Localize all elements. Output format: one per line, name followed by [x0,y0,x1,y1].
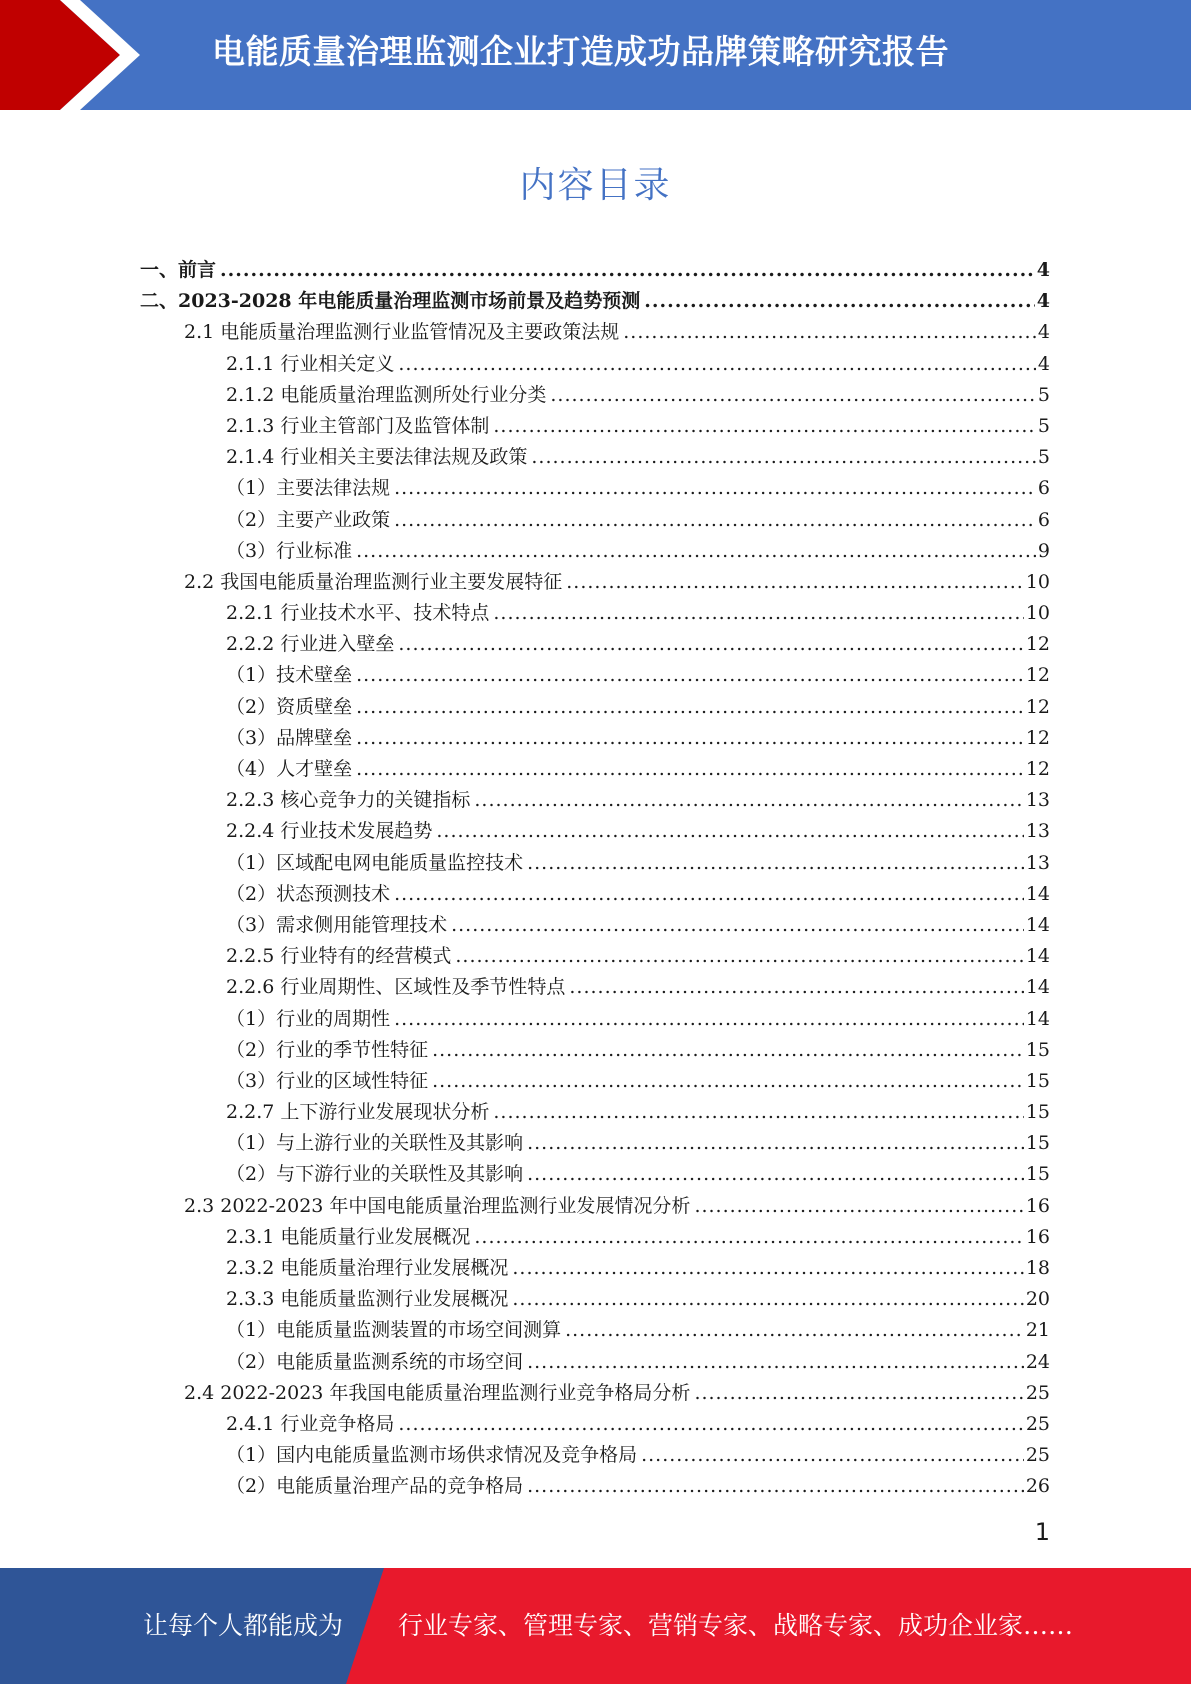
toc-entry[interactable] [140,1222,1050,1253]
toc-entry[interactable] [140,567,1050,598]
toc-entry[interactable] [140,629,1050,660]
footer-slogan-left: 让每个人都能成为 [143,1611,344,1640]
toc-entry[interactable] [140,754,1050,785]
toc-dot-leader [398,349,1036,380]
toc-entry-text: 二、2023-2028 年电能质量治理监测市场前景及趋势预测 [140,290,641,313]
toc-entry[interactable] [140,1378,1050,1409]
toc-entry-page: 4 [1036,290,1050,313]
toc-dot-leader [356,723,1024,754]
toc-entry-text: 2.2.3 核心竞争力的关键指标 [226,789,471,812]
toc-entry-text: （1）区域配电网电能质量监控技术 [226,851,524,874]
toc-dot-leader [527,1347,1024,1378]
toc-entry-text: （3）行业的区域性特征 [226,1069,429,1092]
report-title: 电能质量治理监测企业打造成功品牌策略研究报告 [212,32,949,71]
toc-entry-page: 6 [1037,477,1050,500]
toc-entry-text: 2.1.1 行业相关定义 [226,352,395,375]
toc-dot-leader [432,1066,1024,1097]
toc-entry-text: 2.1.3 行业主管部门及监管体制 [226,414,490,437]
toc-entry-text: 一、前言 [140,259,217,281]
toc-entry-page: 14 [1025,945,1050,968]
toc-entry-page: 15 [1025,1132,1050,1155]
header-chevron-decor [0,0,160,110]
toc-entry[interactable] [140,1004,1050,1035]
toc-entry-text: 2.3.3 电能质量监测行业发展概况 [226,1288,509,1311]
toc-dot-leader [356,692,1024,723]
toc-entry-text: （2）主要产业政策 [226,508,391,531]
toc-entry-page: 5 [1037,414,1050,437]
footer-slogan-right: 行业专家、管理专家、营销专家、战略专家、成功企业家…… [398,1611,1074,1640]
toc-entry-text: 2.4.1 行业竞争格局 [226,1412,395,1435]
toc-dot-leader [356,754,1024,785]
toc-dot-leader [436,816,1023,847]
toc-dot-leader [394,505,1036,536]
toc-entry[interactable] [140,1097,1050,1128]
toc-entry-page: 12 [1025,633,1050,656]
toc-entry-page: 13 [1025,820,1050,843]
header-banner [0,0,1191,110]
toc-dot-leader [451,910,1024,941]
toc-entry-page: 24 [1025,1350,1050,1373]
toc-dot-leader [493,411,1036,442]
toc-entry-text: 2.3 2022-2023 年中国电能质量治理监测行业发展情况分析 [184,1194,691,1217]
toc-entry-text: 2.1.2 电能质量治理监测所处行业分类 [226,383,547,406]
toc-entry-page: 25 [1025,1444,1050,1467]
toc-dot-leader [694,1378,1023,1409]
toc-entry-page: 20 [1025,1288,1050,1311]
toc-entry-page: 6 [1037,508,1050,531]
toc-entry[interactable] [140,473,1050,504]
toc-entry[interactable] [140,660,1050,691]
toc-dot-leader [527,1128,1024,1159]
toc-entry-page: 25 [1025,1412,1050,1435]
toc-entry-text: （2）资质壁垒 [226,695,353,718]
toc-entry-page: 5 [1037,383,1050,406]
toc-entry-text: （1）电能质量监测装置的市场空间测算 [226,1319,562,1342]
toc-entry-page: 12 [1025,664,1050,687]
toc-entry[interactable] [140,1284,1050,1315]
toc-entry[interactable] [140,1066,1050,1097]
toc-dot-leader [550,380,1036,411]
toc-entry[interactable] [140,536,1050,567]
toc-dot-leader [356,536,1036,567]
toc-dot-leader [641,1440,1024,1471]
toc-dot-leader [455,941,1023,972]
toc-entry-page: 21 [1025,1319,1050,1342]
toc-entry-text: （1）技术壁垒 [226,664,353,687]
toc-dot-leader [474,785,1023,816]
toc-dot-leader [527,1471,1024,1502]
toc-dot-leader [398,629,1023,660]
toc-entry-page: 25 [1025,1381,1050,1404]
toc-entry[interactable] [140,692,1050,723]
toc-dot-leader [566,567,1024,598]
toc-entry-text: （1）行业的周期性 [226,1007,391,1030]
toc-entry[interactable] [140,505,1050,536]
toc-dot-leader [512,1253,1023,1284]
toc-entry[interactable] [140,255,1050,286]
red-arrow-shape [0,0,120,110]
toc-entry-page: 14 [1025,882,1050,905]
toc-entry[interactable] [140,1253,1050,1284]
toc-entry[interactable] [140,598,1050,629]
toc-entry[interactable] [140,941,1050,972]
toc-entry-text: 2.1 电能质量治理监测行业监管情况及主要政策法规 [184,321,620,344]
toc-entry-text: 2.3.2 电能质量治理行业发展概况 [226,1257,509,1279]
toc-entry[interactable] [140,848,1050,879]
toc-entry-page: 26 [1025,1475,1050,1498]
toc-entry-page: 14 [1025,913,1050,936]
toc-dot-leader [512,1284,1023,1315]
toc-entry-page: 15 [1025,1038,1050,1061]
toc-entry-page: 4 [1036,259,1050,281]
toc-dot-leader [432,1035,1024,1066]
toc-entry[interactable] [140,317,1050,348]
toc-entry-page: 4 [1037,321,1050,344]
toc-entry-page: 12 [1025,726,1050,749]
toc-entry-text: （2）状态预测技术 [226,882,391,905]
toc-dot-leader [565,1315,1024,1346]
toc-entry-page: 12 [1025,695,1050,718]
footer-banner [0,1568,1191,1684]
toc-entry-page: 10 [1025,570,1050,593]
toc-entry[interactable] [140,1440,1050,1471]
table-of-contents [140,255,1050,1503]
toc-entry[interactable] [140,1035,1050,1066]
toc-entry-page: 5 [1037,446,1050,469]
toc-entry[interactable] [140,380,1050,411]
toc-dot-leader [220,255,1035,286]
toc-dot-leader [356,660,1024,691]
toc-entry-text: 2.2.7 上下游行业发展现状分析 [226,1101,490,1124]
toc-dot-leader [694,1191,1023,1222]
toc-dot-leader [474,1222,1023,1253]
toc-heading: 内容目录 [519,165,672,206]
toc-entry[interactable] [140,286,1050,317]
toc-entry-text: 2.2.1 行业技术水平、技术特点 [226,602,490,625]
toc-dot-leader [394,879,1024,910]
toc-entry[interactable] [140,879,1050,910]
toc-entry-text: 2.2.4 行业技术发展趋势 [226,820,433,843]
toc-dot-leader [527,848,1024,879]
toc-entry[interactable] [140,816,1050,847]
toc-entry-text: 2.2.2 行业进入壁垒 [226,633,395,656]
toc-dot-leader [527,1159,1024,1190]
page-number: 1 [1034,1518,1050,1546]
toc-entry-page: 16 [1025,1194,1050,1217]
toc-entry-text: （1）主要法律法规 [226,477,391,500]
toc-entry[interactable] [140,910,1050,941]
toc-entry[interactable] [140,785,1050,816]
toc-entry[interactable] [140,972,1050,1003]
toc-dot-leader [531,442,1036,473]
toc-dot-leader [398,1409,1023,1440]
toc-entry-text: （1）国内电能质量监测市场供求情况及竞争格局 [226,1444,638,1467]
toc-dot-leader [569,972,1023,1003]
toc-dot-leader [493,598,1023,629]
toc-entry[interactable] [140,1191,1050,1222]
toc-entry-page: 4 [1037,352,1050,375]
toc-entry-text: （3）行业标准 [226,539,353,562]
toc-entry[interactable] [140,1347,1050,1378]
toc-entry-page: 15 [1025,1069,1050,1092]
toc-entry[interactable] [140,1409,1050,1440]
toc-entry-text: （4）人才壁垒 [226,758,353,780]
toc-entry-text: 2.3.1 电能质量行业发展概况 [226,1225,471,1248]
toc-dot-leader [394,1004,1024,1035]
toc-entry-page: 12 [1025,758,1050,780]
toc-entry[interactable] [140,1128,1050,1159]
toc-entry-text: 2.2 我国电能质量治理监测行业主要发展特征 [184,570,563,593]
toc-entry-page: 10 [1025,602,1050,625]
toc-entry-page: 13 [1025,851,1050,874]
toc-entry-text: （2）电能质量治理产品的竞争格局 [226,1475,524,1498]
toc-entry-text: （2）电能质量监测系统的市场空间 [226,1350,524,1373]
toc-entry[interactable] [140,442,1050,473]
toc-entry-text: 2.2.5 行业特有的经营模式 [226,945,452,968]
toc-entry-text: （1）与上游行业的关联性及其影响 [226,1132,524,1155]
toc-entry-page: 14 [1025,976,1050,999]
toc-entry-text: （3）品牌壁垒 [226,726,353,749]
toc-entry-text: （2）与下游行业的关联性及其影响 [226,1163,524,1186]
toc-entry-text: 2.2.6 行业周期性、区域性及季节性特点 [226,976,566,999]
toc-entry[interactable] [140,1159,1050,1190]
toc-entry-page: 14 [1025,1007,1050,1030]
toc-entry-page: 15 [1025,1101,1050,1124]
toc-entry[interactable] [140,411,1050,442]
toc-entry-page: 18 [1025,1257,1050,1279]
toc-entry[interactable] [140,723,1050,754]
toc-dot-leader [623,317,1036,348]
toc-entry[interactable] [140,1471,1050,1502]
toc-entry-page: 15 [1025,1163,1050,1186]
toc-dot-leader [644,286,1035,317]
toc-entry-text: （3）需求侧用能管理技术 [226,913,448,936]
toc-entry[interactable] [140,1315,1050,1346]
toc-entry-text: 2.4 2022-2023 年我国电能质量治理监测行业竞争格局分析 [184,1381,691,1404]
toc-entry-page: 13 [1025,789,1050,812]
toc-entry[interactable] [140,349,1050,380]
toc-entry-page: 16 [1025,1225,1050,1248]
toc-dot-leader [493,1097,1023,1128]
toc-entry-text: 2.1.4 行业相关主要法律法规及政策 [226,446,528,469]
toc-entry-text: （2）行业的季节性特征 [226,1038,429,1061]
toc-dot-leader [394,473,1036,504]
toc-entry-page: 9 [1037,539,1050,562]
